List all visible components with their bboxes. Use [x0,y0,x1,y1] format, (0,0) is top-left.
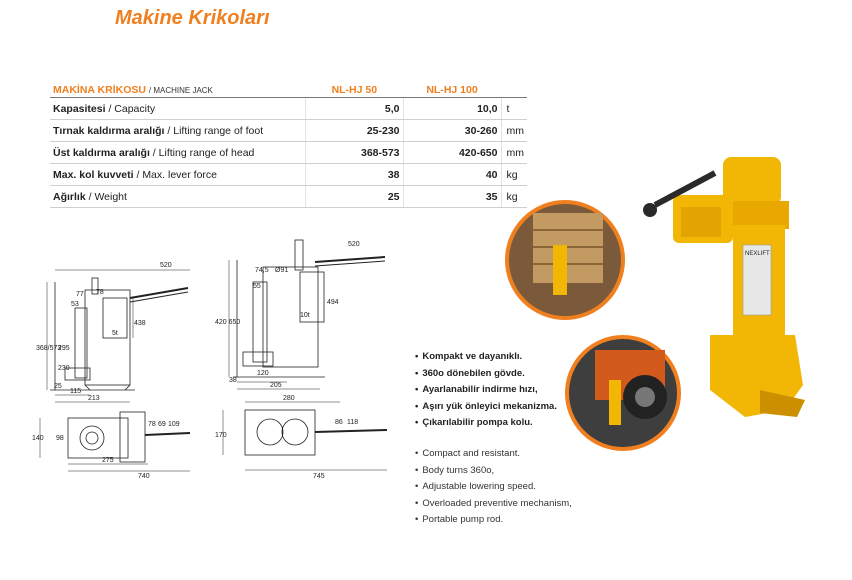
dim-label: 77 [76,291,84,298]
row-value-2: 40 [403,164,501,186]
feature-item: • Portable pump rod. [415,512,572,529]
dim-label: 118 [347,419,359,426]
drawing-10t-dims [215,232,400,480]
dim-label: 53 [71,301,79,308]
row-unit: mm [501,142,527,164]
feature-item: • Body turns 360o, [415,463,572,480]
feature-item: • 360o dönebilen gövde. [415,366,557,383]
dim-label: 55 [253,283,261,290]
row-value-1: 5,0 [306,98,403,120]
spec-row: Ağırlık / Weight 25 35 kg [50,186,527,208]
dim-label: 25 [54,383,62,390]
feature-item: • Ayarlanabilir indirme hızı, [415,382,557,399]
spec-row: Tırnak kaldırma aralığı / Lifting range of foot 25-230 30-260 mm [50,120,527,142]
dim-label: 120 [257,370,269,377]
dim-label: 10t [300,312,310,319]
dim-label: 115 [70,388,82,395]
dim-label: 78 [148,421,156,428]
row-value-2: 420-650 [403,142,501,164]
row-label-tr: Üst kaldırma aralığı [53,146,150,159]
row-label-en: Weight [94,190,127,203]
features-en-list [415,446,572,529]
dim-label: 170 [215,432,227,439]
product-illustration [505,155,845,455]
row-value-1: 25 [306,186,403,208]
dim-label: 280 [283,395,295,402]
row-label-en: Lifting range of foot [173,124,264,137]
row-value-1: 38 [306,164,403,186]
dim-label: 205 [270,382,282,389]
row-value-1: 368-573 [306,142,403,164]
dim-label: 745 [313,473,325,480]
dim-label: 140 [32,435,44,442]
row-value-2: 35 [403,186,501,208]
row-label-en: Lifting range of head [158,146,255,159]
dim-label: 38 [229,377,237,384]
spec-row: Max. kol kuvveti / Max. lever force 38 40 kg [50,164,527,186]
dim-label: 74,5 [255,267,269,274]
dim-label: 520 [160,262,172,269]
row-label-en: Max. lever force [142,168,218,181]
feature-item: • Compact and resistant. [415,446,572,463]
dim-label: 98 [56,435,64,442]
feature-item: • Overloaded preventive mechanism, [415,496,572,513]
row-label-tr: Tırnak kaldırma aralığı [53,124,165,137]
row-unit: kg [501,186,527,208]
feature-item: • Kompakt ve dayanıklı. [415,349,557,366]
dim-label: 295 [58,345,70,352]
dim-label: 420 650 [215,319,241,326]
dim-label: 368/573 [36,345,62,352]
spec-row: Üst kaldırma aralığı / Lifting range of head 368-573 420-650 mm [50,142,527,164]
dim-label: 213 [88,395,100,402]
header-label-tr: MAKİNA KRİKOSU [53,83,146,96]
row-label-en: Capacity [114,102,156,115]
header-model1: NL-HJ 50 [306,82,403,98]
dim-label: 520 [348,241,360,248]
header-label-en: MACHINE JACK [153,85,213,95]
drawing-5t-dims [30,250,200,480]
dim-label: 740 [138,473,150,480]
dim-label: 69 [158,421,166,428]
row-value-1: 25-230 [306,120,403,142]
row-unit: mm [501,120,527,142]
page-title: Makine Krikoları [115,7,270,29]
feature-item: • Aşırı yük önleyici mekanizma. [415,399,557,416]
dim-label: 86 [335,419,343,426]
dim-label: 5t [112,330,118,337]
dim-label: 438 [134,320,146,327]
row-value-2: 10,0 [403,98,501,120]
dim-label: Ø91 [275,267,289,274]
dim-label: 494 [327,299,339,306]
row-label-tr: Max. kol kuvveti [53,168,134,181]
row-label-tr: Kapasitesi [53,102,106,115]
row-unit: kg [501,164,527,186]
row-unit: t [501,98,527,120]
dim-label: 230 [58,365,70,372]
feature-item: • Çıkarılabilir pompa kolu. [415,415,557,432]
feature-item: • Adjustable lowering speed. [415,479,572,496]
spec-row: Kapasitesi / Capacity 5,0 10,0 t [50,98,527,120]
inset-photo-crates [507,202,623,318]
header-model2: NL-HJ 100 [403,82,501,98]
row-value-2: 30-260 [403,120,501,142]
row-label-tr: Ağırlık [53,190,86,203]
jack-brand-label: NEXLIFT [745,251,770,257]
dim-label: 275 [102,457,114,464]
dim-label: 78 [96,289,104,296]
inset-photo-truck [567,337,679,449]
dim-label: 109 [168,421,180,428]
spec-header-row: MAKİNA KRİKOSU / MACHINE JACK NL-HJ 50 NL-HJ 100 [50,82,527,98]
spec-table [50,82,527,208]
